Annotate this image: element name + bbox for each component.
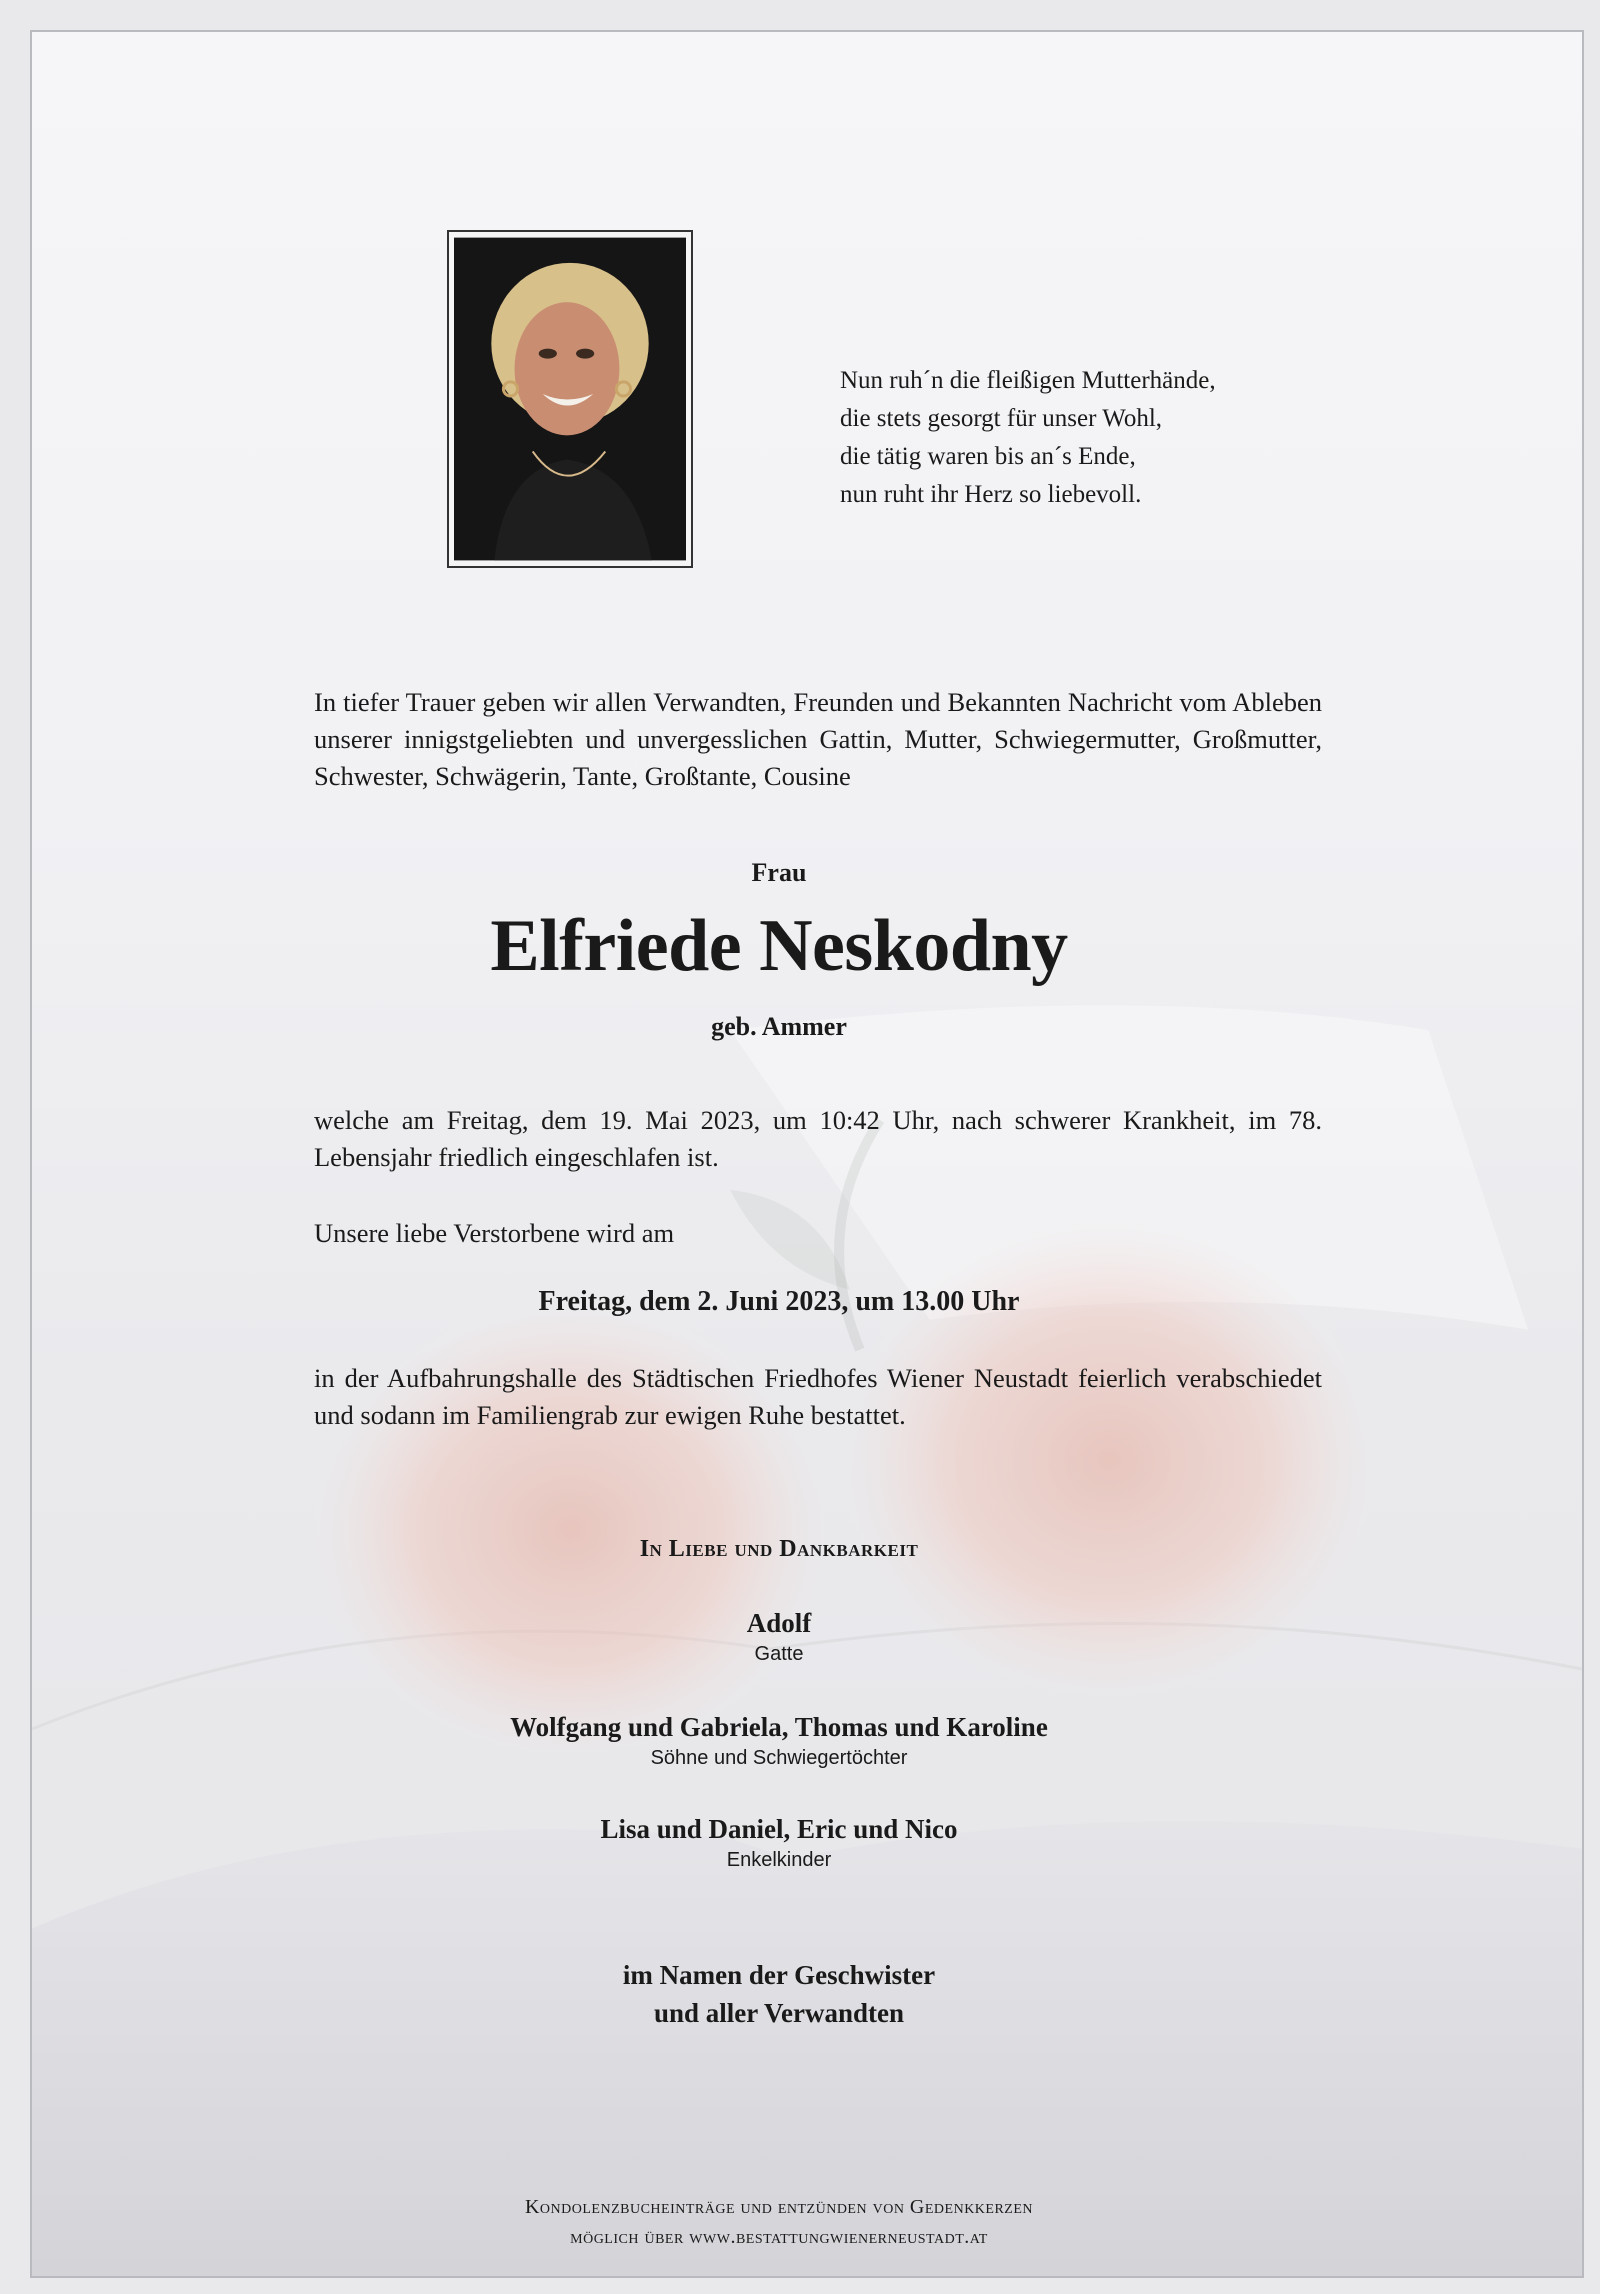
funeral-intro: Unsere liebe Verstorbene wird am	[314, 1218, 675, 1248]
poem-line: die stets gesorgt für unser Wohl,	[840, 405, 1163, 432]
obituary-page	[30, 30, 1584, 2278]
memorial-poem	[840, 362, 1320, 514]
death-notice: welche am Freitag, dem 19. Mai 2023, um 10:42 Uhr, nach schwerer Krankheit, im 78. Lebensjahr friedlich eingeschlafen ist.	[314, 1105, 1322, 1172]
closing-line: und aller Verwandten	[653, 1998, 905, 2028]
mourner-names: Wolfgang und Gabriela, Thomas und Karoline	[510, 1712, 1048, 1742]
mourner-group	[30, 1814, 1554, 1872]
poem-line: die tätig waren bis an´s Ende,	[840, 443, 1136, 470]
mourner-relation: Söhne und Schwiegertöchter	[650, 1747, 908, 1769]
mourner-relation: Enkelkinder	[726, 1849, 832, 1871]
mourners-heading: In Liebe und Dankbarkeit	[639, 1536, 919, 1562]
announcement-text: In tiefer Trauer geben wir allen Verwandten, Freunden und Bekannten Nachricht vom Ableben unserer innigstgeliebten und unvergesslichen Gattin, Mutter, Schwiegermutter, Großmutter, Schwester, Schwägerin, Tante, Großtante, Cousine	[314, 687, 1322, 791]
footer-website-line: möglich über www.bestattungwienerneustadt.at	[570, 2226, 988, 2248]
maiden-name: geb. Ammer	[711, 1012, 847, 1041]
portrait-image	[454, 237, 686, 561]
salutation: Frau	[751, 858, 807, 887]
footer-line: Kondolenzbucheinträge und entzünden von Gedenkkerzen	[524, 2196, 1034, 2218]
deceased-name: Elfriede Neskodny	[490, 905, 1068, 987]
funeral-place: in der Aufbahrungshalle des Städtischen Friedhofes Wiener Neustadt feierlich verabschiedet und sodann im Familiengrab zur ewigen Ruhe bestattet.	[314, 1363, 1322, 1430]
portrait-photo	[447, 230, 693, 568]
mourner-names: Adolf	[746, 1608, 812, 1638]
mourner-group	[30, 1608, 1554, 1666]
closing-line: im Namen der Geschwister	[622, 1960, 936, 1990]
poem-line: nun ruht ihr Herz so liebevoll.	[840, 481, 1142, 508]
mourner-group	[30, 1712, 1554, 1770]
closing-lines	[30, 1956, 1554, 2032]
poem-line: Nun ruh´n die fleißigen Mutterhände,	[840, 367, 1216, 394]
mourner-relation: Gatte	[754, 1643, 804, 1665]
footer	[30, 2192, 1554, 2252]
funeral-date: Freitag, dem 2. Juni 2023, um 13.00 Uhr	[538, 1286, 1020, 1317]
mourner-names: Lisa und Daniel, Eric und Nico	[600, 1814, 958, 1844]
